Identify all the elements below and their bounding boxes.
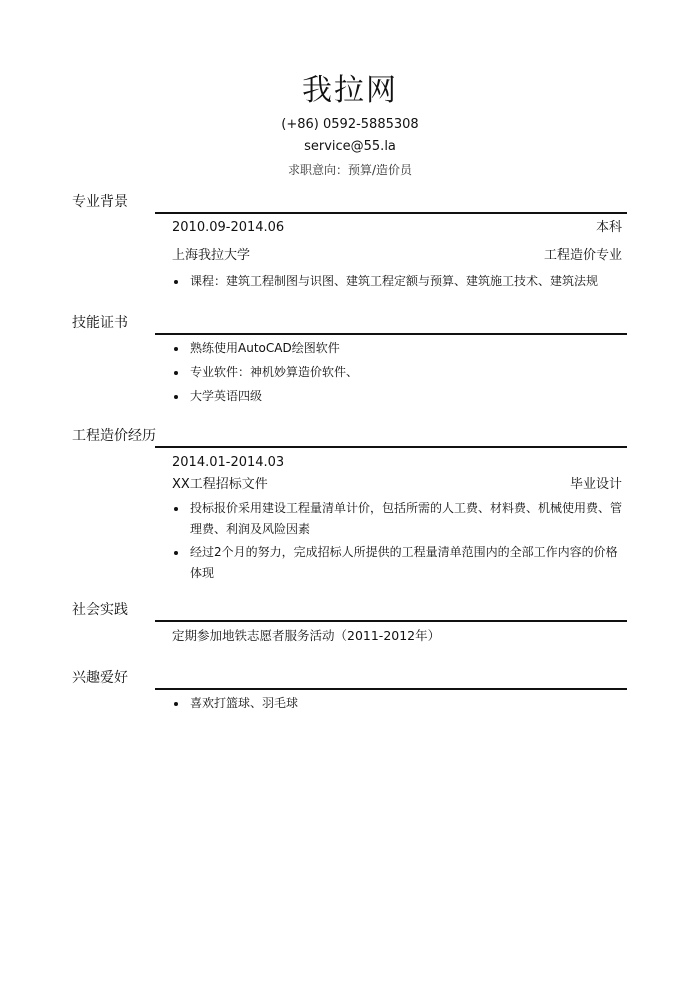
list-item: 喜欢打篮球、羽毛球 [172,693,622,714]
education-period: 2010.09-2014.06 [172,220,285,235]
education-divider [155,212,627,214]
experience-role: 毕业设计 [569,477,622,492]
education-major: 工程造价专业 [543,248,622,263]
experience-period: 2014.01-2014.03 [172,455,285,470]
experience-project: XX工程招标文件 [172,477,268,492]
hobbies-bullets [172,693,622,714]
skills-bullets [172,338,622,407]
candidate-name: 我拉网 [302,73,398,108]
practice-divider [155,620,627,622]
list-item: 大学英语四级 [172,386,622,407]
education-degree: 本科 [595,220,622,235]
job-objective: 求职意向：预算/造价员 [287,163,413,177]
education-school-row [172,246,622,266]
experience-divider [155,446,627,448]
practice-title: 社会实践 [72,602,128,618]
hobbies-divider [155,688,627,690]
email-address: service@55.la [304,139,396,154]
list-item: 专业软件：神机妙算造价软件、 [172,362,622,383]
experience-period-row [172,453,622,473]
practice-text: 定期参加地铁志愿者服务活动（2011-2012年） [172,628,441,643]
education-title: 专业背景 [72,194,128,210]
list-item: 课程：建筑工程制图与识图、建筑工程定额与预算、建筑施工技术、建筑法规 [172,271,622,292]
education-school: 上海我拉大学 [172,248,251,263]
list-item: 经过2个月的努力，完成招标人所提供的工程量清单范围内的全部工作内容的价格体现 [172,542,622,584]
experience-project-row [172,475,622,495]
education-bullets [172,271,622,292]
skills-divider [155,333,627,335]
resume-header [0,70,700,181]
experience-title: 工程造价经历 [72,428,156,444]
skills-title: 技能证书 [72,315,128,331]
education-period-row [172,218,622,238]
list-item: 投标报价采用建设工程量清单计价，包括所需的人工费、材料费、机械使用费、管理费、利润及风险因素 [172,498,622,540]
phone-number: (+86) 0592-5885308 [281,117,419,132]
experience-bullets [172,498,622,584]
hobbies-title: 兴趣爱好 [72,670,128,686]
list-item: 熟练使用AutoCAD绘图软件 [172,338,622,359]
